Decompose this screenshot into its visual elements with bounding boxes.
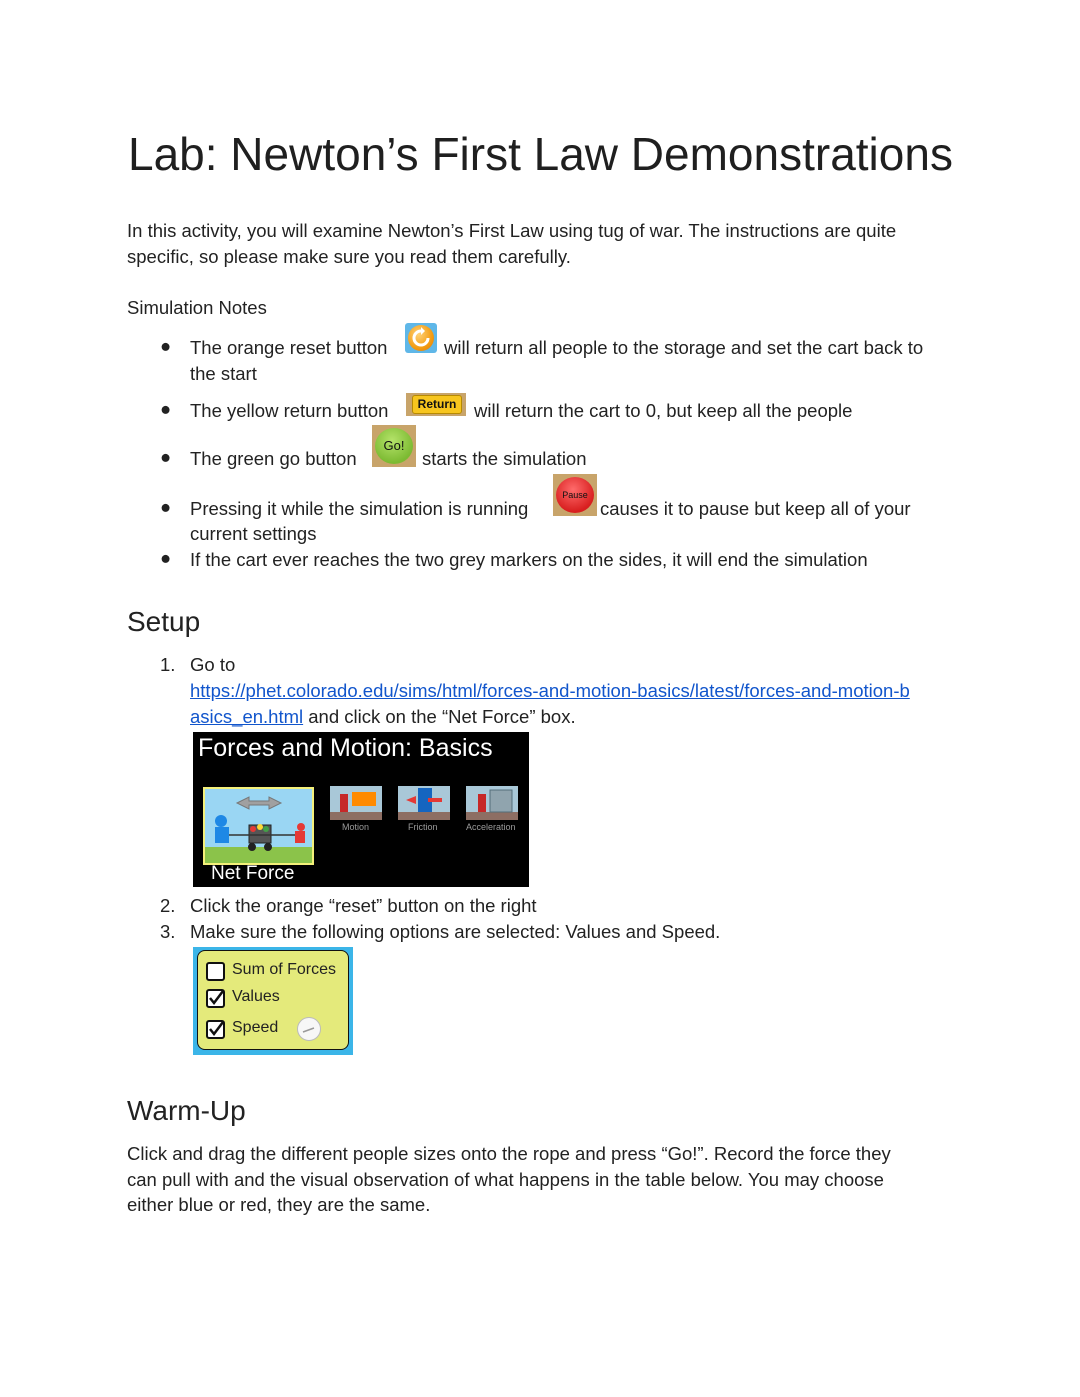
note-text: will return all people to the storage and set the cart back to: [444, 337, 924, 358]
step-number: 3.: [160, 921, 176, 942]
checkbox-checked-icon: [206, 989, 225, 1008]
step-text-line: [190, 704, 576, 730]
bullet-glyph: ●: [160, 446, 172, 467]
net-force-box: [203, 787, 314, 865]
bullet-glyph: ●: [160, 496, 172, 517]
step-text: Make sure the following options are selected: Values and Speed.: [190, 921, 721, 942]
warmup-paragraph: [127, 1141, 957, 1218]
checkbox-unchecked-icon: [206, 962, 225, 981]
phet-link[interactable]: [190, 678, 910, 704]
note-text: current settings: [190, 523, 317, 544]
intro-line: In this activity, you will examine Newton’s First Law using tug of war. The instructions are quite: [127, 220, 897, 241]
phet-screenshot: [193, 732, 529, 887]
option-label: Values: [232, 988, 280, 1005]
bullet-glyph: ●: [160, 335, 172, 356]
return-label: Return: [412, 395, 462, 414]
bullet-glyph: ●: [160, 398, 172, 419]
speedometer-icon: [297, 1017, 321, 1041]
setup-heading: Setup: [127, 606, 201, 637]
pause-button-image: [553, 474, 597, 516]
sim-notes-heading: Simulation Notes: [127, 297, 267, 318]
warmup-heading: Warm-Up: [127, 1095, 246, 1126]
net-force-label: Net Force: [211, 863, 295, 884]
thumb-label-friction: Friction: [408, 822, 438, 832]
go-button-image: [372, 425, 416, 467]
return-button-image: [406, 393, 466, 416]
page-title: Lab: Newton’s First Law Demonstrations: [128, 128, 953, 180]
option-label: Sum of Forces: [232, 961, 337, 978]
note-text: starts the simulation: [422, 448, 587, 469]
options-panel-image: [193, 947, 353, 1055]
step-text: Go to: [190, 654, 236, 675]
reset-icon: [405, 323, 437, 353]
note-text: The orange reset button: [190, 337, 388, 358]
bullet-glyph: ●: [160, 547, 172, 568]
note-text: If the cart ever reaches the two grey markers on the sides, it will end the simulation: [190, 549, 868, 570]
phet-title: Forces and Motion: Basics: [198, 734, 493, 762]
step-number: 2.: [160, 895, 176, 916]
step-text: and click on the “Net Force” box.: [303, 706, 576, 727]
note-item-reset: [190, 335, 387, 361]
step-text: Click the orange “reset” button on the right: [190, 895, 537, 916]
note-text: the start: [190, 363, 257, 384]
step-number: 1.: [160, 654, 176, 675]
warmup-line: Click and drag the different people sizes onto the rope and press “Go!”. Record the force they: [127, 1143, 891, 1164]
thumb-label-acceleration: Acceleration: [466, 822, 516, 832]
warmup-line: can pull with and the visual observation of what happens in the table below. You may choose: [127, 1168, 884, 1190]
intro-line: specific, so please make sure you read them carefully.: [127, 245, 571, 267]
note-text: The yellow return button: [190, 400, 389, 421]
friction-thumbnail: [398, 786, 450, 820]
phet-link-text[interactable]: https://phet.colorado.edu/sims/html/forces-and-motion-basics/latest/forces-and-motion-b: [190, 680, 910, 701]
options-panel: [197, 950, 349, 1050]
note-text: The green go button: [190, 448, 357, 469]
reset-arrow-icon: [408, 325, 434, 351]
note-text: will return the cart to 0, but keep all the people: [474, 400, 853, 421]
tug-of-war-icon: [205, 789, 312, 863]
checkbox-checked-icon: [206, 1020, 225, 1039]
acceleration-thumbnail: [466, 786, 518, 820]
motion-thumbnail: [330, 786, 382, 820]
thumb-label-motion: Motion: [342, 822, 370, 832]
pause-label: Pause: [556, 477, 594, 513]
phet-link-text[interactable]: asics_en.html: [190, 706, 304, 727]
note-text: causes it to pause but keep all of your: [600, 498, 911, 519]
go-label: Go!: [375, 428, 413, 464]
option-label: Speed: [232, 1019, 279, 1036]
note-text: Pressing it while the simulation is running: [190, 498, 529, 519]
warmup-line: either blue or red, they are the same.: [127, 1194, 431, 1215]
intro-paragraph: [127, 218, 957, 269]
